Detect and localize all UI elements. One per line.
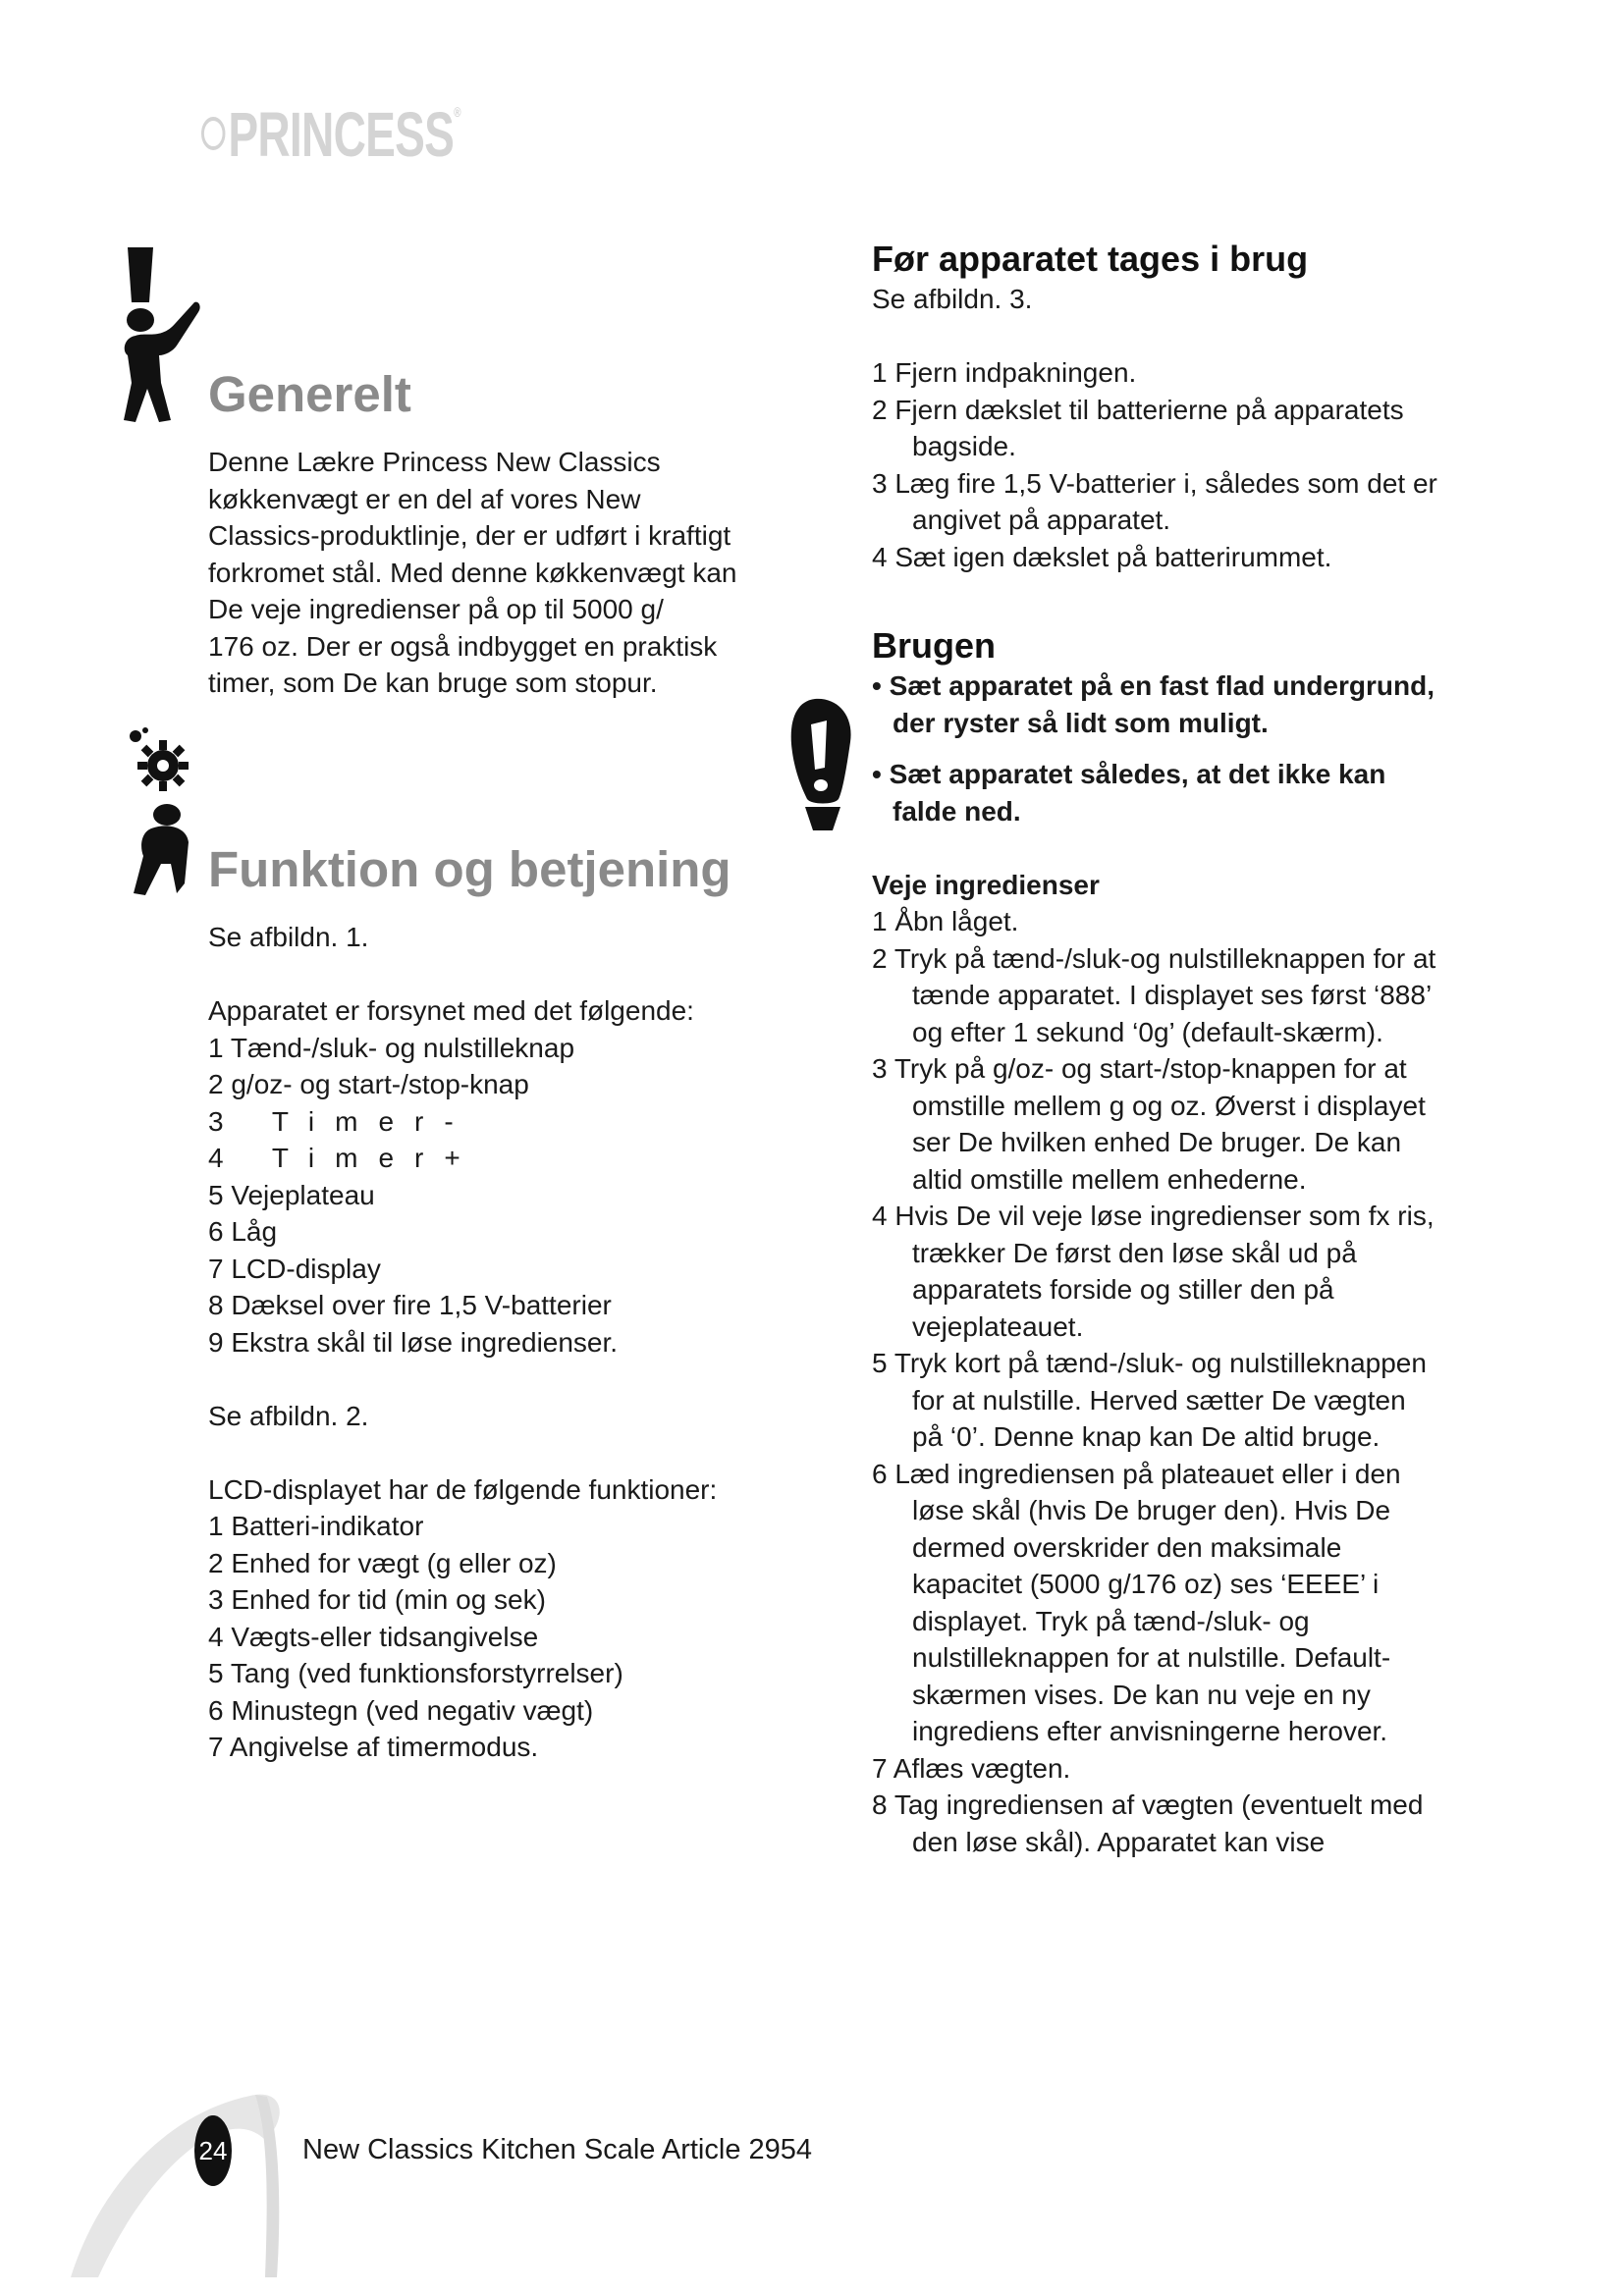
brugen-warnings (872, 667, 1441, 829)
generelt-line: Denne Lækre Princess New Classics (208, 447, 661, 477)
parts-list (208, 1030, 778, 1362)
list-item: 4 Sæt igen dækslet på batterirummet. (872, 541, 1332, 572)
list-item: 5 Tang (ved funktionsforstyrrelser) (208, 1658, 623, 1688)
list-item: 4 Timer+ (208, 1143, 481, 1173)
page-number: 24 (194, 2115, 232, 2186)
footer-title: New Classics Kitchen Scale Article 2954 (302, 2134, 813, 2165)
gear-person-icon (124, 726, 212, 898)
veje-steps (872, 903, 1441, 1860)
foer-heading: Før apparatet tages i brug (872, 239, 1309, 279)
generelt-line: Classics-produktlinje, der er udført i kraftigt (208, 520, 731, 551)
list-item: 1 Fjern indpakningen. (872, 357, 1137, 388)
crest-icon (201, 117, 225, 150)
generelt-line: forkromet stål. Med denne køkkenvægt kan (208, 557, 737, 588)
figure-reference: Se afbildn. 1. (208, 922, 369, 952)
list-item: 3 Timer- (208, 1105, 474, 1137)
foer-steps (872, 354, 1441, 575)
brand-logo (201, 98, 460, 171)
generelt-heading: Generelt (208, 366, 411, 422)
generelt-line: køkkenvægt er en del af vores New (208, 483, 641, 514)
list-item: 1 Åbn låget. (872, 906, 1019, 936)
list-item: 4 Vægts-eller tidsangivelse (208, 1621, 539, 1652)
trademark-symbol: ® (454, 104, 460, 120)
generelt-line: De veje ingredienser på op til 5000 g/ (208, 594, 664, 624)
list-item: 8 Tag ingrediensen af vægten (eventuelt med den løse skål). Apparatet kan vise (872, 1789, 1424, 1857)
list-item: 2 Tryk på tænd-/sluk-og nulstilleknappen for at tænde apparatet. I displayet ses først ‘888’ og efter 1 sekund ‘0g’ (default-skærm). (872, 942, 1436, 1047)
list-item: 3 Læg fire 1,5 V-batterier i, således som det er angivet på apparatet. (872, 467, 1437, 535)
list-item: 1 Batteri-indikator (208, 1511, 424, 1541)
list-item: 3 Tryk på g/oz- og start-/stop-knappen for at omstille mellem g og oz. Øverst i displayet ser De hvilken enhed De bruger. De kan altid omstille mellem enhederne. (872, 1053, 1426, 1195)
list-item: 9 Ekstra skål til løse ingredienser. (208, 1326, 619, 1358)
logo-text: PRINCESS (228, 99, 455, 170)
figure-reference: Se afbildn. 3. (872, 284, 1033, 314)
warning-item: • Sæt apparatet således, at det ikke kan falde ned. (872, 759, 1386, 827)
warning-item: • Sæt apparatet på en fast flad undergrund, der ryster så lidt som muligt. (872, 670, 1435, 738)
list-item: 6 Minustegn (ved negativ vægt) (208, 1694, 594, 1726)
parts-intro: Apparatet er forsynet med det følgende: (208, 995, 694, 1026)
list-item: 5 Vejeplateau (208, 1179, 375, 1210)
funktion-heading: Funktion og betjening (208, 841, 731, 897)
list-item: 7 Angivelse af timermodus. (208, 1732, 539, 1762)
figure-reference: Se afbildn. 2. (208, 1400, 369, 1431)
list-item: 5 Tryk kort på tænd-/sluk- og nulstilleknappen for at nulstille. Herved sætter De vægten på ‘0’. Denne knap kan De altid bruge. (872, 1348, 1427, 1452)
list-item: 6 Låg (208, 1216, 278, 1247)
list-item: 1 Tænd-/sluk- og nulstilleknap (208, 1032, 575, 1063)
list-item: 2 Fjern dækslet til batterierne på apparatets bagside. (872, 394, 1404, 461)
brugen-heading: Brugen (872, 625, 996, 666)
veje-subheading: Veje ingredienser (872, 869, 1100, 900)
caution-icon (785, 697, 859, 834)
generelt-line: timer, som De kan bruge som stopur. (208, 667, 658, 698)
list-item: 7 Aflæs vægten. (872, 1752, 1071, 1784)
lcd-intro: LCD-displayet har de følgende funktioner: (208, 1473, 718, 1505)
list-item: 6 Læd ingrediensen på plateauet eller i den løse skål (hvis De bruger den). Hvis De dermed overskrider den maksimale kapacitet (5000 g/176 oz) ses ‘EEEE’ i displayet. Tryk på tænd-/sluk- og nulstilleknappen for at nulstille. Default-skærmen vises. De kan nu veje en ny ingrediens efter anvisningerne herover. (872, 1458, 1401, 1746)
list-item: 4 Hvis De vil veje løse ingredienser som fx ris, trækker De først den løse skål ud på apparatets forside og stiller den på vejeplateauet. (872, 1201, 1435, 1342)
exclamation-person-icon (116, 245, 204, 427)
section-generelt (208, 365, 778, 702)
list-item: 2 Enhed for vægt (g eller oz) (208, 1547, 557, 1578)
footer-swoosh-decoration (59, 2081, 285, 2277)
lcd-list (208, 1508, 778, 1766)
section-funktion (208, 840, 778, 1766)
list-item: 8 Dæksel over fire 1,5 V-batterier (208, 1290, 612, 1320)
section-right-column (872, 238, 1441, 1860)
list-item: 3 Enhed for tid (min og sek) (208, 1584, 546, 1615)
list-item: 7 LCD-display (208, 1253, 381, 1284)
list-item: 2 g/oz- og start-/stop-knap (208, 1069, 529, 1099)
generelt-line: 176 oz. Der er også indbygget en praktisk (208, 630, 718, 662)
